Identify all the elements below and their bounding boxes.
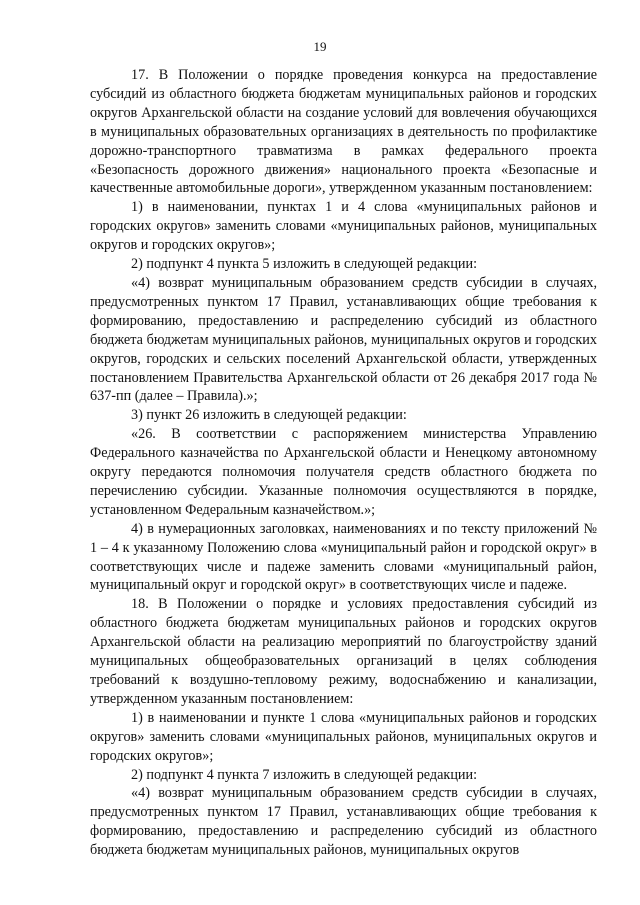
paragraph-item-18: 18. В Положении о порядке и условиях предоставления субсидий из областного бюджета бюджетам муниципальных районов и городских округов Архангельской области на реализацию мероприятий по благоустройству зданий муниципальных общеобразовательных организаций в целях соблюдения требований к воздушно-тепловому режиму, водоснабжению и канализации, утвержденном указанным постановлением: bbox=[90, 596, 597, 707]
document-body bbox=[90, 66, 597, 860]
paragraph-quote-subpoint-4-continued: «4) возврат муниципальным образованием средств субсидии в случаях, предусмотренных пунктом 17 Правил, устанавливающих общие требования к формированию, предоставлению и распределению субсидий из областного бюджета бюджетам муниципальных районов, муниципальных округов bbox=[90, 785, 597, 859]
page-number: 19 bbox=[313, 39, 327, 54]
paragraph-subitem-18-1: 1) в наименовании и пункте 1 слова «муниципальных районов и городских округов» заменить словами «муниципальных районов, муниципальных округов и городских округов»; bbox=[90, 709, 597, 764]
paragraph-quote-subpoint-4: «4) возврат муниципальным образованием средств субсидии в случаях, предусмотренных пунктом 17 Правил, устанавливающих общие требования к формированию, предоставлению и распределению субсидий из областного бюджета бюджетам муниципальных районов, муниципальных округов и городских округов, городских и сельских поселений Архангельской области, утвержденных постановлением Правительства Архангельской области от 26 декабря 2017 года № 637-пп (далее – Правила).»; bbox=[90, 274, 597, 405]
paragraph-subitem-17-4: 4) в нумерационных заголовках, наименованиях и по тексту приложений № 1 – 4 к указанному Положению слова «муниципальный район и городской округ» в соответствующих числе и падеже заменить словами «муниципальный район, муниципальный округ и городской округ» в соответствующих числе и падеже. bbox=[90, 520, 597, 594]
paragraph-quote-point-26: «26. В соответствии с распоряжением министерства Управлению Федерального казначейства по Архангельской области и Ненецкому автономному округу передаются полномочия получателя средств областного бюджета по перечислению субсидии. Указанные полномочия осуществляются в порядке, установленном Федеральным казначейством.»; bbox=[90, 426, 597, 518]
paragraph-item-17: 17. В Положении о порядке проведения конкурса на предоставление субсидий из областного бюджета бюджетам муниципальных районов и городских округов Архангельской области на создание условий для вовлечения обучающихся в муниципальных образовательных организациях в деятельность по профилактике дорожно-транспортного травматизма в рамках федерального проекта «Безопасность дорожного движения» национального проекта «Безопасные и качественные автомобильные дороги», утвержденном указанным постановлением: bbox=[90, 67, 597, 197]
paragraph-subitem-17-3: 3) пункт 26 изложить в следующей редакции: bbox=[131, 407, 407, 424]
paragraph-subitem-17-1: 1) в наименовании, пунктах 1 и 4 слова «муниципальных районов и городских округов» заменить словами «муниципальных районов, муниципальных округов и городских округов»; bbox=[90, 199, 597, 254]
paragraph-subitem-17-2: 2) подпункт 4 пункта 5 изложить в следующей редакции: bbox=[131, 256, 478, 273]
paragraph-subitem-18-2: 2) подпункт 4 пункта 7 изложить в следующей редакции: bbox=[131, 766, 478, 783]
